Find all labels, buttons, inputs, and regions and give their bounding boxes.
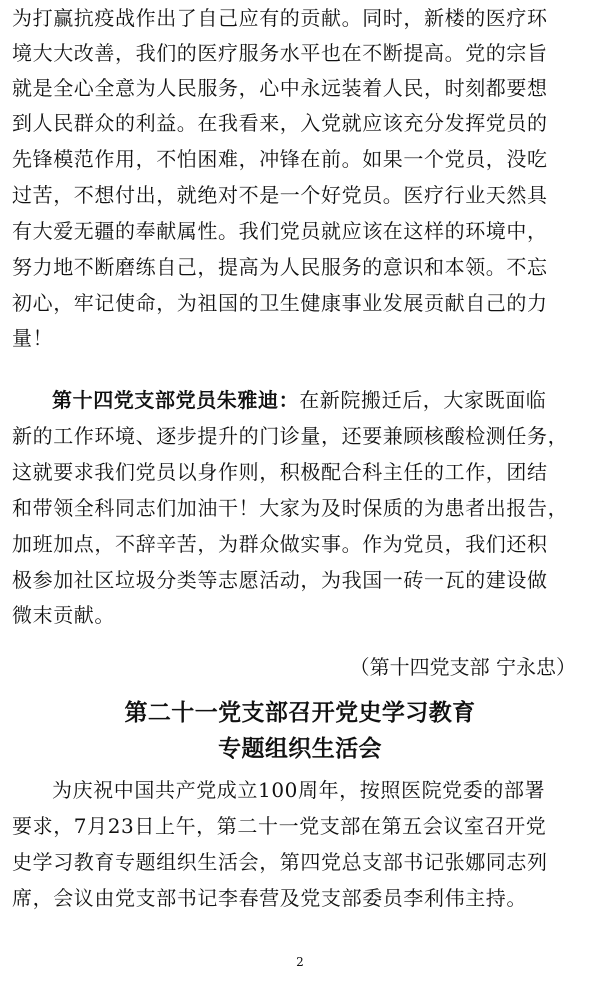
- attribution: （第十四党支部 宁永忠）: [349, 655, 576, 679]
- text-span: 在新院搬迁后，大家既面临: [299, 388, 547, 412]
- text-line: 微末贡献。: [12, 603, 115, 627]
- text-line: 就是全心全意为人民服务，心中永远装着人民，时刻都要想: [12, 76, 548, 100]
- text-line: 过苦，不想付出，就绝对不是一个好党员。医疗行业天然具: [12, 183, 548, 207]
- page-number: 2: [296, 955, 304, 969]
- text-line: 先锋模范作用，不怕困难，冲锋在前。如果一个党员，没吃: [12, 147, 548, 171]
- text-line: 要求，7月23日上午，第二十一党支部在第五会议室召开党: [12, 814, 547, 838]
- text-line: 量！: [12, 326, 54, 350]
- text-line: 加班加点，不辞辛苦，为群众做实事。作为党员，我们还积: [12, 532, 548, 556]
- text-line: 有大爱无疆的奉献属性。我们党员就应该在这样的环境中，: [12, 219, 548, 243]
- text-line: 史学习教育专题组织生活会，第四党总支部书记张娜同志列: [12, 850, 548, 874]
- article-title-line-1: 第二十一党支部召开党史学习教育: [124, 699, 476, 726]
- text-line: 这就要求我们党员以身作则，积极配合科主任的工作，团结: [12, 460, 548, 484]
- text-line: [12, 387, 600, 413]
- speaker-name: 第十四党支部党员朱雅迪：: [52, 388, 300, 412]
- text-line: 新的工作环境、逐步提升的门诊量，还要兼顾核酸检测任务，: [12, 424, 569, 448]
- text-line: 努力地不断磨练自己，提高为人民服务的意识和本领。不忘: [12, 255, 548, 279]
- text-line: 极参加社区垃圾分类等志愿活动，为我国一砖一瓦的建设做: [12, 568, 548, 592]
- text-line: 为打赢抗疫战作出了自己应有的贡献。同时，新楼的医疗环: [12, 6, 548, 30]
- text-line: 为庆祝中国共产党成立100周年，按照医院党委的部署: [52, 778, 546, 802]
- text-line: 境大大改善，我们的医疗服务水平也在不断提高。党的宗旨: [12, 41, 548, 65]
- article-title-line-2: 专题组织生活会: [218, 735, 382, 762]
- text-line: 到人民群众的利益。在我看来，入党就应该充分发挥党员的: [12, 111, 548, 135]
- text-line: 初心，牢记使命，为祖国的卫生健康事业发展贡献自己的力: [12, 291, 548, 315]
- text-line: 和带领全科同志们加油干！大家为及时保质的为患者出报告，: [12, 496, 569, 520]
- text-line: 席，会议由党支部书记李春营及党支部委员李利伟主持。: [12, 886, 527, 910]
